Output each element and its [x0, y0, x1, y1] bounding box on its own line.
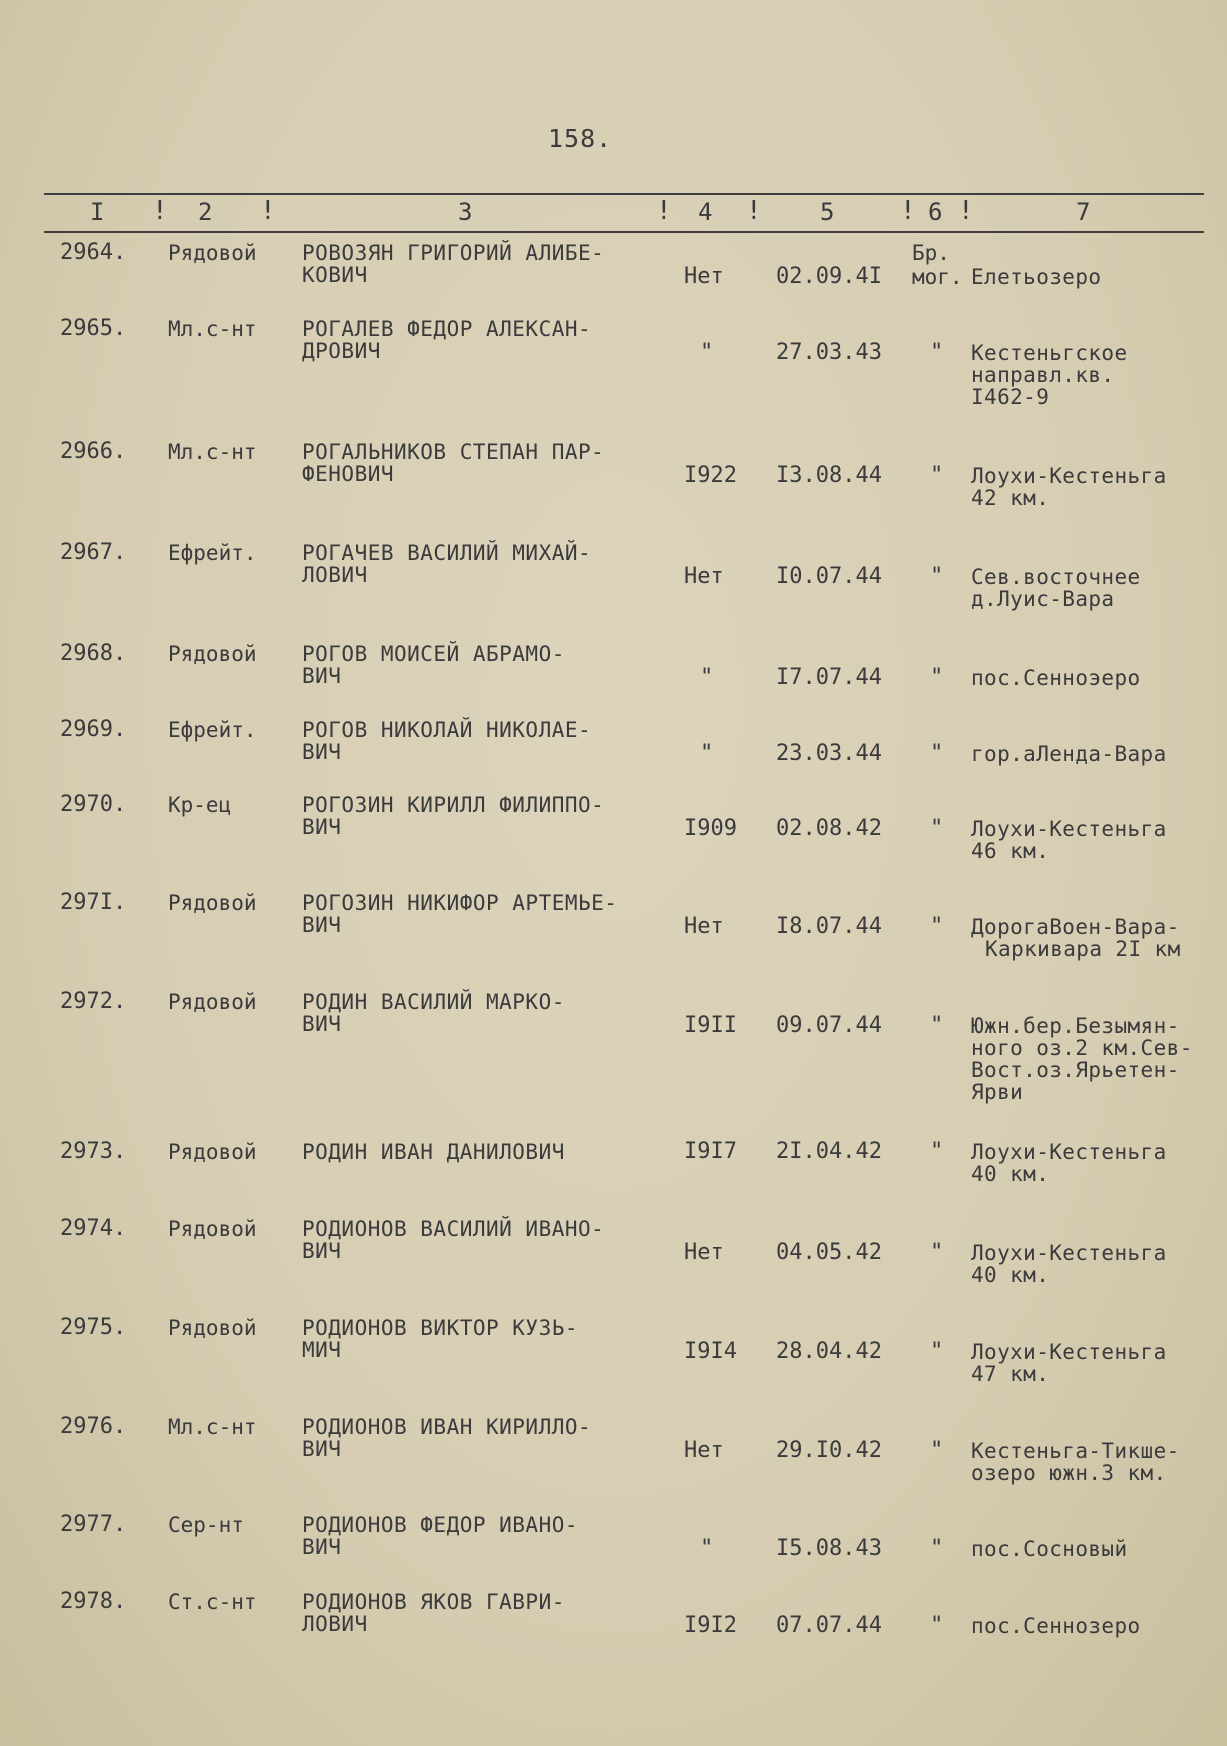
record-number: 2978.	[60, 1589, 127, 1614]
military-rank: Рядовой	[168, 1140, 257, 1164]
birth-year: I909	[684, 816, 737, 841]
death-date: 29.I0.42	[776, 1438, 882, 1463]
place-line: Лоухи-Кестеньга	[971, 464, 1167, 488]
birth-year: Нет	[684, 564, 724, 589]
name-line: ВИЧ	[302, 1239, 342, 1263]
full-name	[302, 719, 591, 763]
full-name	[302, 794, 604, 838]
place-line: пос.Сеннозеро	[971, 1614, 1141, 1638]
birth-year: Нет	[684, 1438, 724, 1463]
military-rank: Ефрейт.	[168, 541, 257, 565]
record-number: 2972.	[60, 989, 127, 1014]
death-date: 07.07.44	[776, 1613, 882, 1638]
ditto-mark: "	[930, 1339, 944, 1364]
name-line: ВИЧ	[302, 1437, 342, 1461]
header-separator: !	[260, 196, 276, 226]
military-rank: Рядовой	[168, 990, 257, 1014]
name-line: РОВОЗЯН ГРИГОРИЙ АЛИБЕ-	[302, 241, 605, 265]
burial-line: Бр.	[912, 241, 950, 265]
military-rank: Ст.с-нт	[168, 1590, 257, 1614]
name-line: ДРОВИЧ	[302, 339, 381, 363]
burial-place	[971, 266, 1101, 288]
name-line: ЛОВИЧ	[302, 1612, 368, 1636]
header-top-rule	[44, 193, 1204, 195]
place-line: ДорогаВоен-Вара-	[971, 915, 1180, 939]
name-line: РОГОЗИН НИКИФОР АРТЕМЬЕ-	[302, 891, 618, 915]
name-line: РОДИН ИВАН ДАНИЛОВИЧ	[302, 1140, 565, 1164]
name-line: КОВИЧ	[302, 263, 368, 287]
burial-place	[971, 818, 1167, 862]
place-line: I462-9	[971, 385, 1050, 409]
burial-place	[971, 1341, 1167, 1385]
place-line: 40 км.	[971, 1263, 1050, 1287]
ditto-mark: "	[930, 1438, 944, 1463]
place-line: Лоухи-Кестеньга	[971, 1340, 1167, 1364]
record-number: 2968.	[60, 641, 127, 666]
burial-line: мог.	[912, 265, 963, 289]
place-line: Лоухи-Кестеньга	[971, 1241, 1167, 1265]
full-name	[302, 991, 565, 1035]
name-line: РОДИОНОВ ИВАН КИРИЛЛО-	[302, 1415, 592, 1439]
header-separator: !	[958, 196, 974, 226]
name-line: РОГАЛЬНИКОВ СТЕПАН ПАР-	[302, 440, 605, 464]
ditto-mark: "	[930, 1013, 944, 1038]
header-separator: !	[746, 196, 762, 226]
death-date: 27.03.43	[776, 340, 882, 365]
ditto-mark: "	[930, 1240, 944, 1265]
military-rank: Мл.с-нт	[168, 440, 257, 464]
place-line: 46 км.	[971, 839, 1050, 863]
place-line: озеро южн.3 км.	[971, 1461, 1167, 1485]
birth-year: "	[700, 741, 714, 766]
page-number: 158.	[548, 124, 613, 153]
record-number: 2973.	[60, 1139, 127, 1164]
full-name	[302, 892, 617, 936]
name-line: РОГАЧЕВ ВАСИЛИЙ МИХАЙ-	[302, 541, 592, 565]
place-line: Южн.бер.Безымян-	[971, 1014, 1180, 1038]
name-line: РОГОВ МОИСЕЙ АБРАМО-	[302, 642, 565, 666]
full-name	[302, 1218, 604, 1262]
military-rank: Рядовой	[168, 241, 257, 265]
place-line: Каркивара 2I км	[985, 937, 1181, 961]
military-rank: Мл.с-нт	[168, 1415, 257, 1439]
place-line: пос.Сосновый	[971, 1537, 1128, 1561]
death-date: 23.03.44	[776, 741, 882, 766]
place-line: Кестеньгское	[971, 341, 1128, 365]
ditto-mark: "	[930, 741, 944, 766]
name-line: РОГОЗИН КИРИЛЛ ФИЛИППО-	[302, 793, 605, 817]
header-col-2: 2	[198, 198, 213, 226]
birth-year: Нет	[684, 1240, 724, 1265]
header-separator: !	[152, 196, 168, 226]
birth-year: I9II	[684, 1013, 737, 1038]
burial-place	[971, 342, 1128, 408]
header-separator: !	[656, 196, 672, 226]
ditto-mark: "	[930, 1613, 944, 1638]
header-col-4: 4	[698, 198, 713, 226]
place-line: 47 км.	[971, 1362, 1050, 1386]
record-number: 2975.	[60, 1315, 127, 1340]
record-number: 297I.	[60, 890, 127, 915]
record-number: 2964.	[60, 240, 127, 265]
birth-year: Нет	[684, 914, 724, 939]
birth-year: I922	[684, 463, 737, 488]
ditto-mark: "	[930, 340, 944, 365]
military-rank: Кр-ец	[168, 793, 232, 817]
burial-place	[971, 1615, 1141, 1637]
header-separator: !	[900, 196, 916, 226]
name-line: РОДИН ВАСИЛИЙ МАРКО-	[302, 990, 565, 1014]
header-col-1: I	[90, 198, 105, 226]
header-col-7: 7	[1076, 198, 1091, 226]
ditto-mark: "	[930, 564, 944, 589]
birth-year: Нет	[684, 264, 724, 289]
full-name	[302, 643, 565, 687]
header-bottom-rule	[44, 231, 1204, 233]
place-line: Елетьозеро	[971, 265, 1102, 289]
burial-place	[971, 743, 1167, 765]
name-line: РОДИОНОВ ЯКОВ ГАВРИ-	[302, 1590, 565, 1614]
name-line: РОДИОНОВ ФЕДОР ИВАНО-	[302, 1513, 579, 1537]
birth-year: I9I4	[684, 1339, 737, 1364]
full-name	[302, 1416, 591, 1460]
burial-place	[971, 1141, 1167, 1185]
name-line: МИЧ	[302, 1338, 342, 1362]
full-name	[302, 1317, 578, 1361]
death-date: I3.08.44	[776, 463, 882, 488]
place-line: пос.Сенноэеро	[971, 666, 1141, 690]
name-line: ВИЧ	[302, 664, 342, 688]
place-line: направл.кв.	[971, 363, 1115, 387]
ditto-mark: "	[930, 914, 944, 939]
record-number: 2969.	[60, 717, 127, 742]
name-line: ЛОВИЧ	[302, 563, 368, 587]
burial-place	[971, 1440, 1180, 1484]
death-date: 04.05.42	[776, 1240, 882, 1265]
name-line: РОГОВ НИКОЛАЙ НИКОЛАЕ-	[302, 718, 592, 742]
place-line: Сев.восточнее	[971, 565, 1141, 589]
name-line: РОДИОНОВ ВИКТОР КУЗЬ-	[302, 1316, 579, 1340]
record-number: 2977.	[60, 1512, 127, 1537]
place-line: Лоухи-Кестеньга	[971, 817, 1167, 841]
death-date: I5.08.43	[776, 1536, 882, 1561]
burial-place	[971, 667, 1141, 689]
place-line: 40 км.	[971, 1162, 1050, 1186]
burial-place	[971, 566, 1141, 610]
place-line: Ярви	[971, 1080, 1024, 1104]
full-name	[302, 1141, 565, 1163]
name-line: ВИЧ	[302, 913, 342, 937]
ditto-mark: "	[930, 665, 944, 690]
record-number: 2970.	[60, 792, 127, 817]
birth-year: I9I2	[684, 1613, 737, 1638]
header-col-3: 3	[458, 198, 473, 226]
name-line: РОГАЛЕВ ФЕДОР АЛЕКСАН-	[302, 317, 592, 341]
death-date: 02.08.42	[776, 816, 882, 841]
ditto-mark: "	[930, 1139, 944, 1164]
death-date: 28.04.42	[776, 1339, 882, 1364]
death-date: 02.09.4I	[776, 264, 882, 289]
full-name	[302, 542, 591, 586]
burial-place	[971, 1015, 1193, 1103]
place-line: Лоухи-Кестеньга	[971, 1140, 1167, 1164]
birth-year: I9I7	[684, 1139, 737, 1164]
place-line: 42 км.	[971, 486, 1050, 510]
header-col-5: 5	[820, 198, 835, 226]
place-line: Вост.оз.Ярьетен-	[971, 1058, 1180, 1082]
military-rank: Мл.с-нт	[168, 317, 257, 341]
ditto-mark: "	[930, 816, 944, 841]
birth-year: "	[700, 665, 714, 690]
birth-year: "	[700, 1536, 714, 1561]
header-col-6: 6	[928, 198, 943, 226]
name-line: ВИЧ	[302, 740, 342, 764]
place-line: д.Луис-Вара	[971, 587, 1115, 611]
full-name	[302, 318, 591, 362]
ditto-mark: "	[930, 463, 944, 488]
military-rank: Рядовой	[168, 642, 257, 666]
death-date: I7.07.44	[776, 665, 882, 690]
name-line: ВИЧ	[302, 1012, 342, 1036]
burial-place	[971, 1242, 1167, 1286]
death-date: I0.07.44	[776, 564, 882, 589]
name-line: ВИЧ	[302, 1535, 342, 1559]
full-name	[302, 242, 604, 286]
place-line: Кестеньга-Тикше-	[971, 1439, 1180, 1463]
name-line: РОДИОНОВ ВАСИЛИЙ ИВАНО-	[302, 1217, 605, 1241]
birth-year: "	[700, 340, 714, 365]
name-line: ФЕНОВИЧ	[302, 462, 395, 486]
burial-type	[912, 241, 963, 289]
full-name	[302, 1514, 578, 1558]
record-number: 2974.	[60, 1216, 127, 1241]
burial-place	[971, 1538, 1128, 1560]
record-number: 2966.	[60, 439, 127, 464]
full-name	[302, 1591, 565, 1635]
name-line: ВИЧ	[302, 815, 342, 839]
record-number: 2967.	[60, 540, 127, 565]
record-number: 2965.	[60, 316, 127, 341]
death-date: I8.07.44	[776, 914, 882, 939]
ditto-mark: "	[930, 1536, 944, 1561]
military-rank: Рядовой	[168, 891, 257, 915]
military-rank: Рядовой	[168, 1316, 257, 1340]
burial-place	[971, 465, 1167, 509]
military-rank: Сер-нт	[168, 1513, 244, 1537]
record-number: 2976.	[60, 1414, 127, 1439]
military-rank: Ефрейт.	[168, 718, 257, 742]
burial-place	[971, 916, 1181, 960]
place-line: ного оз.2 км.Сев-	[971, 1036, 1193, 1060]
death-date: 2I.04.42	[776, 1139, 882, 1164]
military-rank: Рядовой	[168, 1217, 257, 1241]
place-line: гор.аЛенда-Вара	[971, 742, 1167, 766]
full-name	[302, 441, 604, 485]
death-date: 09.07.44	[776, 1013, 882, 1038]
